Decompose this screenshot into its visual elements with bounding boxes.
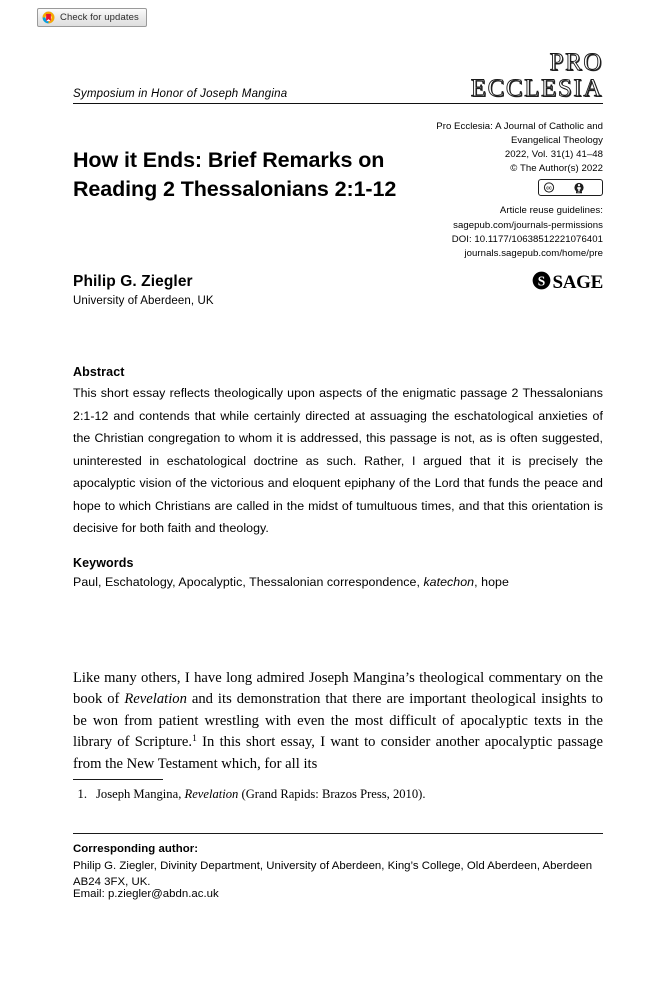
- body-text-segment-c: In this short essay, I want to consider another apocalyptic passage from the New Testament which, for all its: [73, 734, 603, 772]
- body-text-segment-b: and its demonstration that there are important theological insights to be won from patient wrestling with even the most difficult of apocalyptic texts in the library of Scripture.: [73, 691, 603, 751]
- corresponding-author-address: Philip G. Ziegler, Divinity Department, University of Aberdeen, King’s College, Old Aberdeen, Aberdeen AB24 3FX, UK.: [73, 860, 593, 889]
- journal-name-line-2: Evangelical Theology: [510, 135, 603, 147]
- journal-home-url[interactable]: journals.sagepub.com/home/pre: [464, 247, 603, 259]
- running-head: Symposium in Honor of Joseph Mangina: [73, 88, 288, 100]
- footnote-number: 1.: [77, 787, 87, 801]
- crossmark-icon: [42, 11, 55, 24]
- footnote-text: [96, 786, 426, 804]
- body-text-segment-a: Like many others, I have long admired Joseph Mangina’s theological commentary on the book of: [73, 670, 603, 708]
- keywords-italic-term: katechon: [423, 575, 475, 589]
- header-divider: [73, 103, 603, 104]
- abstract-heading: Abstract: [73, 365, 125, 379]
- corresponding-author-heading: Corresponding author:: [73, 843, 199, 855]
- corresponding-author-email[interactable]: Email: p.ziegler@abdn.ac.uk: [73, 888, 219, 900]
- sage-publisher-logo: [425, 271, 603, 295]
- keywords-heading: Keywords: [73, 556, 134, 570]
- masthead-line-2: ECCLESIA: [470, 74, 603, 102]
- footnote-text-b: (Grand Rapids: Brazos Press, 2010).: [238, 787, 426, 801]
- body-italic-revelation: Revelation: [124, 691, 187, 708]
- corresponding-author-divider: [73, 833, 603, 834]
- article-reuse-guidelines-label: Article reuse guidelines:: [499, 205, 603, 217]
- footnote-1: [73, 786, 603, 804]
- footnote-text-a: Joseph Mangina,: [96, 787, 185, 801]
- footnote-italic-title: Revelation: [184, 787, 239, 801]
- article-title: How it Ends: Brief Remarks on Reading 2 Thessalonians 2:1-12: [73, 148, 397, 201]
- keywords-part-1: Paul, Eschatology, Apocalyptic, Thessalonian correspondence,: [73, 575, 424, 589]
- masthead-line-1: PRO: [549, 49, 603, 76]
- journal-masthead-logo: [471, 51, 603, 101]
- footnote-separator-rule: [73, 779, 163, 780]
- keywords-text: [73, 573, 603, 593]
- journal-name-line-1: Pro Ecclesia: A Journal of Catholic and: [436, 121, 603, 132]
- sage-roundel-icon: [532, 271, 551, 295]
- body-paragraph-1: [73, 668, 603, 775]
- svg-text:S: S: [538, 273, 546, 289]
- doi-line[interactable]: DOI: 10.1177/10638512221076401: [451, 233, 603, 245]
- sage-wordmark: SAGE: [552, 272, 603, 294]
- article-metadata-block: [425, 120, 603, 295]
- crossmark-check-for-updates-badge[interactable]: [37, 8, 147, 27]
- permissions-url[interactable]: sagepub.com/journals-permissions: [453, 219, 603, 231]
- author-affiliation: University of Aberdeen, UK: [73, 295, 214, 307]
- footnote-marker-1[interactable]: 1: [192, 734, 197, 745]
- svg-text:BY: BY: [577, 192, 581, 195]
- abstract-text: This short essay reflects theologically upon aspects of the enigmatic passage 2 Thessalonians 2:1-12 and contends that while certainly directed at assuaging the eschatological anxieties of the Christian congregation to whom it is addressed, this passage is not, as is often suggested, uninterested in eschatological doctrine as such. Rather, I argued that it is precisely the apocalyptic vision of the victorious and eloquent epiphany of the Lord that funds the peace and hope to which Christians are called in the midst of tumultuous times, and that this orientation is decisive for both faith and theology.: [73, 386, 603, 536]
- crossmark-label: Check for updates: [60, 11, 139, 23]
- volume-issue-pages: 2022, Vol. 31(1) 41–48: [504, 149, 603, 161]
- svg-text:cc: cc: [546, 185, 552, 192]
- author-name: Philip G. Ziegler: [73, 273, 193, 290]
- keywords-part-2: , hope: [474, 575, 509, 589]
- cc-by-license-icon[interactable]: [538, 179, 603, 196]
- copyright-line: © The Author(s) 2022: [510, 163, 603, 175]
